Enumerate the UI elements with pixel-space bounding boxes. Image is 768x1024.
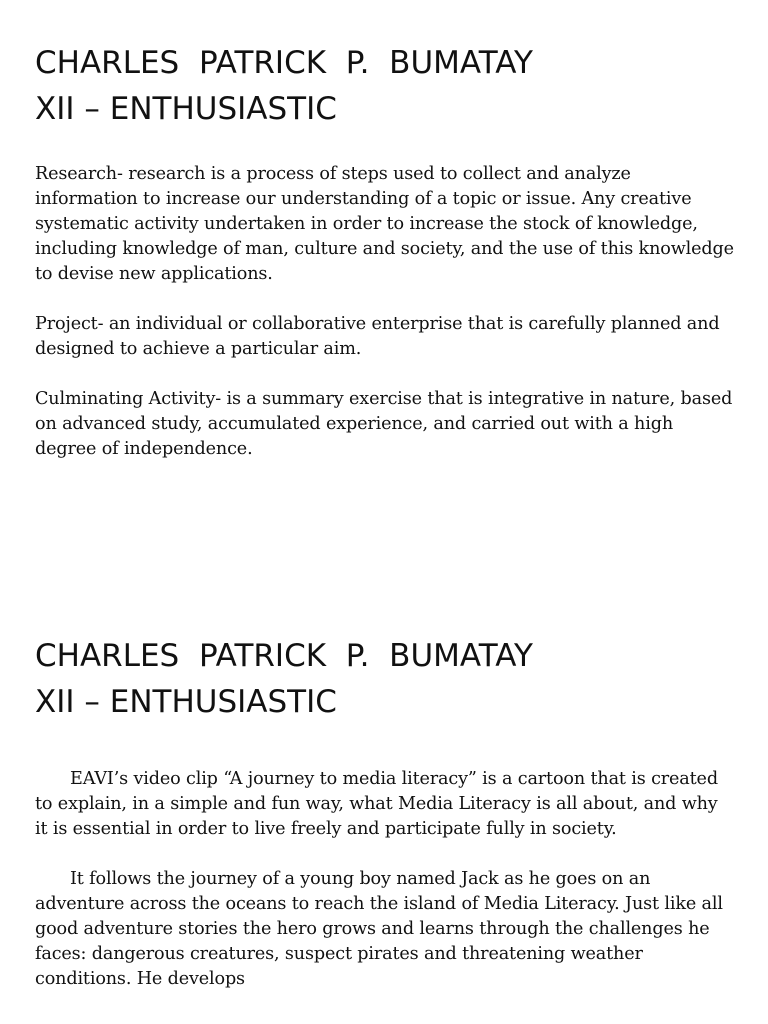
body-paragraph: EAVI’s video clip “A journey to media literacy” is a cartoon that is created to explain, in a simple and fun way, what Media Literacy is all about, and why it is essential in order to live freely and participate fully in society.	[35, 769, 718, 839]
class-section: XII – ENTHUSIASTIC	[35, 684, 337, 720]
definition-project: Project- an individual or collaborative enterprise that is carefully planned and designed to achieve a particular aim.	[35, 314, 720, 359]
header-block	[35, 633, 735, 725]
body-paragraph: It follows the journey of a young boy named Jack as he goes on an adventure across the oceans to reach the island of Media Literacy. Just like all good adventure stories the hero grows and learns through the challenges he faces: dangerous creatures, suspect pirates and threatening weather conditions. He develops	[35, 869, 723, 989]
document-section-1	[35, 40, 735, 487]
definition-research: Research- research is a process of steps used to collect and analyze information to increase our understanding of a topic or issue. Any creative systematic activity undertaken in order to increase the stock of knowledge, including knowledge of man, culture and society, and the use of this knowledge to devise new applications.	[35, 164, 734, 284]
header-block	[35, 40, 735, 132]
definition-culminating-activity: Culminating Activity- is a summary exercise that is integrative in nature, based on advanced study, accumulated experience, and carried out with a high degree of independence.	[35, 389, 733, 459]
class-section: XII – ENTHUSIASTIC	[35, 91, 337, 127]
document-section-2	[35, 633, 735, 1017]
author-name: CHARLES PATRICK P. BUMATAY	[35, 638, 533, 674]
author-name: CHARLES PATRICK P. BUMATAY	[35, 45, 533, 81]
